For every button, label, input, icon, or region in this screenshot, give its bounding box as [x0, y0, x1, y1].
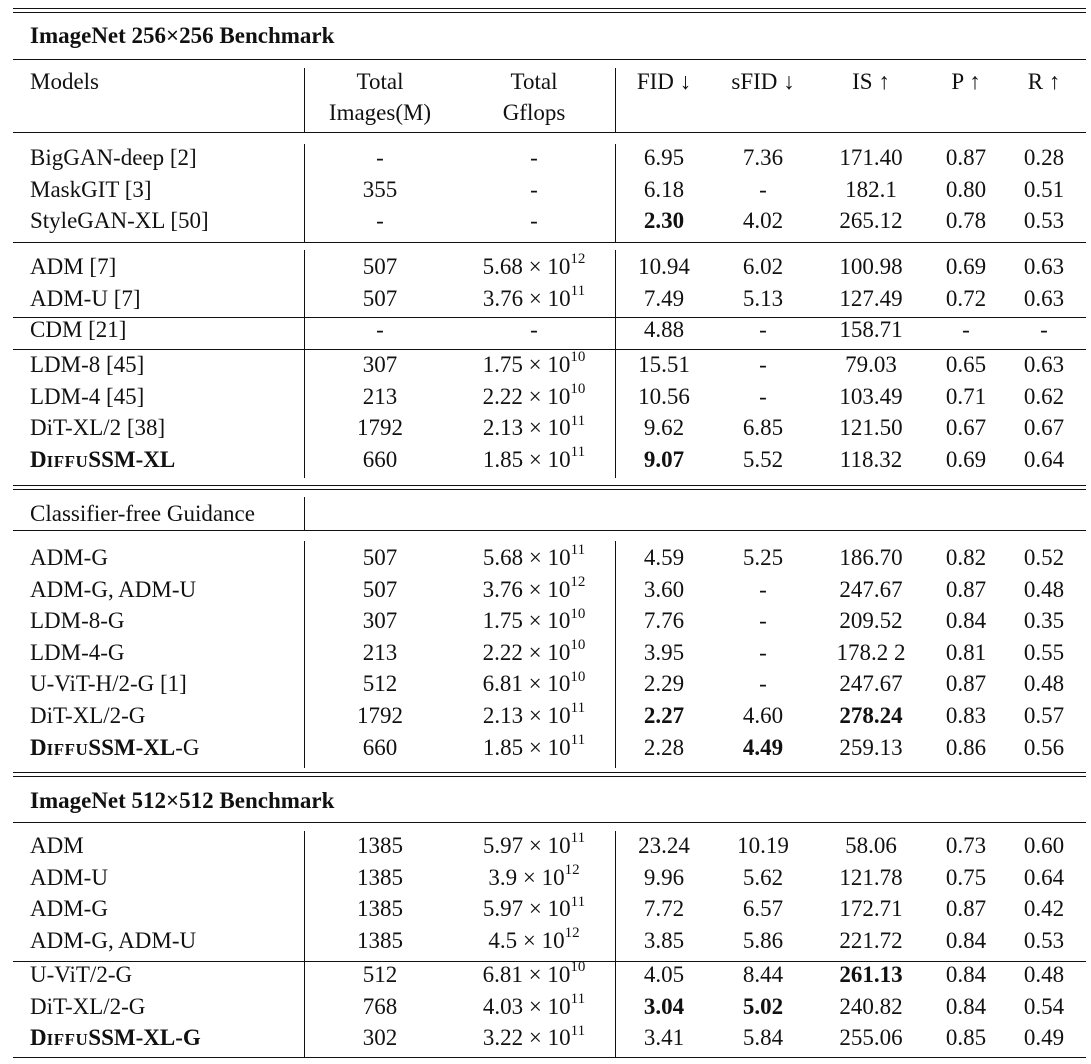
fid-cell: 2.30 [643, 208, 685, 234]
section-title-256: ImageNet 256×256 Benchmark [30, 23, 335, 48]
vline-header-1 [304, 68, 305, 132]
r-cell: 0.62 [1023, 383, 1065, 409]
total-gflops-cell [530, 316, 538, 344]
header-p: P ↑ [951, 69, 981, 94]
total-gflops-cell [530, 144, 538, 172]
model-name: ADM-U [7] [30, 285, 141, 311]
p-cell: 0.84 [945, 993, 987, 1019]
gflops-mantissa: 1.85 × 10 [482, 446, 571, 472]
model-name-smallcaps: IFFU [46, 739, 89, 759]
header-total-gflops-2: Gflops [502, 100, 566, 125]
sfid-cell: 5.02 [742, 993, 784, 1019]
p-cell: 0.67 [945, 415, 987, 441]
vline-header-2 [615, 68, 616, 132]
is-cell: 240.82 [839, 993, 903, 1019]
model-name [30, 446, 175, 476]
is-cell: 127.49 [839, 285, 903, 311]
r-cell: 0.64 [1023, 864, 1065, 890]
gflops-mantissa: 3.76 × 10 [482, 285, 571, 311]
total-images-cell: 1385 [357, 896, 403, 922]
model-name: ADM-G, ADM-U [30, 576, 197, 602]
gflops-exponent: 10 [570, 605, 586, 622]
p-cell: 0.85 [945, 1025, 987, 1051]
gflops-exponent: 10 [570, 349, 586, 366]
is-cell: 209.52 [839, 608, 903, 634]
gflops-mantissa: 3.9 × 10 [488, 864, 565, 890]
r-cell: 0.63 [1023, 254, 1065, 279]
fid-cell: 23.24 [638, 833, 690, 858]
fid-cell: 2.27 [643, 703, 685, 728]
total-images-cell: 1385 [357, 833, 403, 858]
total-gflops-cell [530, 207, 538, 235]
model-name-initial: D [30, 446, 47, 472]
rule-before-512-1 [13, 772, 1086, 773]
is-cell: 121.78 [839, 864, 903, 890]
is-cell: 259.13 [839, 734, 903, 760]
p-cell: 0.71 [945, 383, 987, 409]
sfid-cell: - [759, 639, 767, 665]
r-cell: 0.60 [1023, 833, 1065, 858]
sfid-cell: 6.85 [742, 415, 784, 441]
sfid-cell: - [759, 576, 767, 602]
p-cell: 0.84 [945, 962, 987, 987]
p-cell: 0.87 [945, 671, 987, 697]
r-cell: 0.42 [1023, 896, 1065, 922]
model-name-suffix: -G [175, 734, 200, 760]
total-gflops-cell [483, 832, 585, 860]
gflops-mantissa: - [530, 145, 538, 170]
r-cell: 0.63 [1023, 352, 1065, 377]
total-images-cell: 307 [362, 352, 398, 377]
total-images-cell: 507 [362, 285, 398, 311]
sfid-cell: 6.02 [742, 254, 784, 279]
model-name: ADM-U [30, 864, 108, 890]
section-title-512: ImageNet 512×512 Benchmark [30, 788, 335, 813]
p-cell: 0.75 [945, 864, 987, 890]
vline-right [615, 144, 616, 242]
r-cell: 0.48 [1023, 576, 1065, 602]
total-images-cell: 507 [362, 254, 398, 279]
vline-left [304, 250, 305, 478]
sfid-cell: - [759, 317, 767, 342]
model-name: ADM-G [30, 896, 108, 922]
sfid-cell: 5.52 [742, 446, 784, 472]
fid-cell: 2.28 [643, 734, 685, 760]
gflops-exponent: 11 [570, 830, 586, 847]
vline-right [615, 250, 616, 478]
total-gflops-cell [482, 282, 586, 313]
p-cell: 0.78 [945, 208, 987, 234]
gflops-mantissa: 5.97 × 10 [482, 833, 571, 858]
is-cell: 247.67 [839, 576, 903, 602]
sfid-cell: 6.57 [742, 896, 784, 922]
sfid-cell: 10.19 [737, 833, 789, 858]
gflops-exponent: 12 [564, 925, 580, 942]
model-name: MaskGIT [3] [30, 176, 152, 202]
fid-cell: 3.04 [643, 993, 685, 1019]
p-cell: 0.83 [945, 703, 987, 728]
sfid-cell: 4.49 [742, 734, 784, 760]
top-rule [13, 8, 1086, 9]
rule-before-cfg-1 [13, 485, 1086, 486]
model-name-initial: D [30, 734, 47, 760]
group-rule [13, 317, 1086, 318]
model-name-rest: SSM-XL [88, 446, 176, 472]
r-cell: 0.28 [1023, 145, 1065, 170]
r-cell: 0.63 [1023, 285, 1065, 311]
gflops-mantissa: 2.22 × 10 [482, 383, 571, 409]
is-cell: 265.12 [839, 208, 903, 234]
r-cell: - [1040, 317, 1048, 342]
header-fid: FID ↓ [636, 69, 692, 94]
gflops-exponent: 11 [570, 1022, 586, 1039]
p-cell: 0.82 [945, 545, 987, 570]
p-cell: 0.69 [945, 254, 987, 279]
model-name: LDM-4 [45] [30, 383, 145, 409]
fid-cell: 9.96 [643, 864, 685, 890]
header-is: IS ↑ [852, 69, 890, 94]
is-cell: 100.98 [839, 254, 903, 279]
fid-cell: 9.07 [643, 446, 685, 472]
gflops-mantissa: 2.22 × 10 [482, 639, 571, 665]
rule-before-cfg-2 [13, 489, 1086, 490]
gflops-mantissa: 4.5 × 10 [488, 927, 565, 953]
total-gflops-cell [482, 380, 586, 411]
total-images-cell: 1385 [357, 927, 403, 953]
gflops-mantissa: 1.75 × 10 [482, 352, 571, 377]
total-gflops-cell [482, 573, 586, 604]
fid-cell: 2.29 [643, 671, 685, 697]
header-sfid: sFID ↓ [731, 69, 795, 94]
total-gflops-cell [530, 176, 538, 204]
vline-right [615, 541, 616, 768]
header-r: R ↑ [1027, 69, 1061, 94]
p-cell: 0.87 [945, 896, 987, 922]
rule-after-title-256 [13, 59, 1086, 60]
r-cell: 0.53 [1023, 927, 1065, 953]
r-cell: 0.51 [1023, 176, 1065, 202]
model-name-rest: SSM-XL [88, 734, 176, 760]
model-name: ADM-G [30, 545, 108, 570]
top-rule-2 [13, 12, 1086, 13]
p-cell: 0.81 [945, 639, 987, 665]
total-gflops-cell [483, 1024, 585, 1052]
gflops-mantissa: 5.68 × 10 [482, 545, 571, 570]
sfid-cell: 5.62 [742, 864, 784, 890]
sfid-cell: - [759, 383, 767, 409]
is-cell: 178.2 2 [836, 639, 906, 665]
section-title-cfg: Classifier-free Guidance [30, 501, 255, 526]
sfid-cell: 7.36 [742, 145, 784, 170]
gflops-mantissa: - [530, 176, 538, 202]
total-gflops-cell [483, 414, 585, 442]
fid-cell: 6.95 [643, 145, 685, 170]
fid-cell: 7.72 [643, 896, 685, 922]
model-name: LDM-4-G [30, 639, 125, 665]
sfid-cell: 8.44 [742, 962, 784, 987]
r-cell: 0.48 [1023, 671, 1065, 697]
total-gflops-cell [483, 639, 586, 667]
gflops-exponent: 11 [570, 731, 586, 748]
model-name-smallcaps: IFFU [46, 451, 89, 471]
model-name-rest: SSM-XL-G [88, 1025, 201, 1051]
rule-after-header [13, 132, 1086, 133]
p-cell: 0.86 [945, 734, 987, 760]
rule-after-512-title [13, 822, 1086, 823]
is-cell: 255.06 [839, 1025, 903, 1051]
sfid-cell: - [759, 608, 767, 634]
total-gflops-cell [483, 702, 585, 730]
rule-before-512-2 [13, 776, 1086, 777]
total-images-cell: 507 [362, 576, 398, 602]
bottom-rule [13, 1057, 1086, 1058]
fid-cell: 6.18 [643, 176, 685, 202]
total-gflops-cell [483, 446, 585, 474]
is-cell: 103.49 [839, 383, 903, 409]
sfid-cell: 5.13 [742, 285, 784, 311]
model-name: ADM [30, 833, 84, 858]
is-cell: 79.03 [845, 352, 897, 377]
gflops-mantissa: 1.85 × 10 [482, 734, 571, 760]
total-gflops-cell [483, 607, 586, 635]
gflops-exponent: 10 [570, 637, 586, 654]
fid-cell: 3.85 [643, 927, 685, 953]
r-cell: 0.35 [1023, 608, 1065, 634]
total-images-cell: - [376, 145, 384, 170]
fid-cell: 15.51 [638, 352, 690, 377]
fid-cell: 10.56 [638, 383, 690, 409]
sfid-cell: 5.25 [742, 545, 784, 570]
sfid-cell: 5.86 [742, 927, 784, 953]
gflops-mantissa: 6.81 × 10 [482, 671, 571, 697]
group-rule [13, 349, 1086, 350]
r-cell: 0.48 [1023, 962, 1065, 987]
header-total-gflops-1: Total [510, 69, 558, 94]
vline-right [615, 831, 616, 1057]
sfid-cell: - [759, 671, 767, 697]
p-cell: 0.73 [945, 833, 987, 858]
gflops-exponent: 11 [570, 893, 586, 910]
sfid-cell: 4.02 [742, 208, 784, 234]
gflops-exponent: 12 [570, 573, 586, 590]
gflops-mantissa: 4.03 × 10 [482, 993, 571, 1019]
gflops-mantissa: 1.75 × 10 [482, 608, 571, 634]
total-images-cell: 1385 [357, 864, 403, 890]
total-images-cell: 660 [362, 734, 398, 760]
vline-left [304, 144, 305, 242]
gflops-exponent: 10 [570, 380, 586, 397]
sfid-cell: - [759, 176, 767, 202]
gflops-exponent: 12 [564, 861, 580, 878]
gflops-exponent: 11 [570, 990, 586, 1007]
model-name: StyleGAN-XL [50] [30, 208, 209, 234]
model-name: ADM [7] [30, 254, 117, 279]
header-models: Models [30, 69, 99, 94]
model-name: DiT-XL/2 [38] [30, 415, 166, 441]
model-name-smallcaps: IFFU [46, 1030, 89, 1050]
gflops-mantissa: 2.13 × 10 [482, 703, 571, 728]
gflops-exponent: 11 [570, 444, 586, 461]
model-name: U-ViT/2-G [30, 962, 133, 987]
fid-cell: 7.76 [643, 608, 685, 634]
p-cell: 0.87 [945, 576, 987, 602]
fid-cell: 3.60 [643, 576, 685, 602]
sfid-cell: 5.84 [742, 1025, 784, 1051]
r-cell: 0.57 [1023, 703, 1065, 728]
total-images-cell: 1792 [357, 415, 403, 441]
fid-cell: 10.94 [638, 254, 690, 279]
is-cell: 118.32 [839, 446, 903, 472]
vline-left [304, 541, 305, 768]
is-cell: 221.72 [839, 927, 903, 953]
gflops-mantissa: 2.13 × 10 [482, 415, 571, 441]
model-name-initial: D [30, 1025, 47, 1051]
gflops-mantissa: 5.97 × 10 [482, 896, 571, 922]
fid-cell: 9.62 [643, 415, 685, 441]
r-cell: 0.54 [1023, 993, 1065, 1019]
r-cell: 0.67 [1023, 415, 1065, 441]
model-name [30, 1024, 201, 1054]
total-gflops-cell [488, 927, 579, 955]
model-name [30, 734, 199, 764]
is-cell: 247.67 [839, 671, 903, 697]
gflops-mantissa: 5.68 × 10 [482, 254, 571, 279]
model-name: ADM-G, ADM-U [30, 927, 197, 953]
r-cell: 0.49 [1023, 1025, 1065, 1051]
r-cell: 0.56 [1023, 734, 1065, 760]
is-cell: 121.50 [839, 415, 903, 441]
total-images-cell: 507 [362, 545, 398, 570]
total-gflops-cell [488, 861, 580, 892]
model-name: BigGAN-deep [2] [30, 145, 197, 170]
p-cell: 0.84 [945, 927, 987, 953]
rule-after-cfg-title [13, 530, 1086, 531]
model-name: LDM-8 [45] [30, 352, 145, 377]
model-name: CDM [21] [30, 317, 127, 342]
total-images-cell: 213 [362, 639, 398, 665]
gflops-mantissa: 3.22 × 10 [482, 1025, 571, 1051]
gflops-exponent: 10 [570, 668, 586, 685]
total-gflops-cell [483, 895, 585, 923]
p-cell: 0.65 [945, 352, 987, 377]
header-total-images-2: Images(M) [328, 100, 432, 125]
is-cell: 182.1 [845, 176, 897, 202]
model-name: DiT-XL/2-G [30, 703, 146, 728]
group-rule [13, 242, 1086, 243]
total-images-cell: - [376, 208, 384, 234]
gflops-mantissa: - [530, 317, 538, 342]
total-images-cell: 512 [362, 671, 398, 697]
r-cell: 0.53 [1023, 208, 1065, 234]
total-gflops-cell [483, 961, 586, 989]
fid-cell: 4.05 [643, 962, 685, 987]
total-images-cell: 307 [362, 608, 398, 634]
total-images-cell: 213 [362, 383, 398, 409]
is-cell: 278.24 [839, 703, 903, 728]
p-cell: 0.72 [945, 285, 987, 311]
gflops-exponent: 11 [570, 282, 586, 299]
total-gflops-cell [483, 351, 586, 379]
model-name: U-ViT-H/2-G [1] [30, 671, 187, 697]
total-gflops-cell [483, 670, 586, 698]
fid-cell: 4.59 [643, 545, 685, 570]
gflops-exponent: 10 [570, 959, 586, 976]
total-gflops-cell [482, 990, 586, 1021]
fid-cell: 3.41 [643, 1025, 685, 1051]
r-cell: 0.52 [1023, 545, 1065, 570]
is-cell: 171.40 [839, 145, 903, 170]
vline-cfg-title [304, 497, 305, 531]
gflops-exponent: 12 [570, 251, 586, 268]
model-name: DiT-XL/2-G [30, 993, 146, 1019]
gflops-mantissa: 6.81 × 10 [482, 962, 571, 987]
p-cell: - [962, 317, 970, 342]
r-cell: 0.55 [1023, 639, 1065, 665]
is-cell: 261.13 [839, 962, 903, 987]
total-images-cell: 1792 [357, 703, 403, 728]
is-cell: 58.06 [845, 833, 897, 858]
p-cell: 0.69 [945, 446, 987, 472]
total-gflops-cell [482, 731, 586, 762]
gflops-mantissa: 3.76 × 10 [482, 576, 571, 602]
is-cell: 186.70 [839, 545, 903, 570]
total-images-cell: - [376, 317, 384, 342]
p-cell: 0.80 [945, 176, 987, 202]
total-images-cell: 768 [362, 993, 398, 1019]
fid-cell: 3.95 [643, 639, 685, 665]
total-images-cell: 660 [362, 446, 398, 472]
total-images-cell: 302 [362, 1025, 398, 1051]
header-total-images-1: Total [356, 69, 404, 94]
sfid-cell: - [759, 352, 767, 377]
p-cell: 0.84 [945, 608, 987, 634]
model-name: LDM-8-G [30, 608, 125, 634]
total-gflops-cell [483, 544, 585, 572]
total-images-cell: 355 [362, 176, 398, 202]
p-cell: 0.87 [945, 145, 987, 170]
fid-cell: 4.88 [643, 317, 685, 342]
r-cell: 0.64 [1023, 446, 1065, 472]
vline-left [304, 831, 305, 1057]
gflops-exponent: 11 [570, 700, 586, 717]
is-cell: 172.71 [839, 896, 903, 922]
gflops-mantissa: - [530, 208, 538, 234]
gflops-exponent: 11 [570, 542, 586, 559]
fid-cell: 7.49 [643, 285, 685, 311]
is-cell: 158.71 [839, 317, 903, 342]
total-gflops-cell [483, 253, 586, 281]
sfid-cell: 4.60 [742, 703, 784, 728]
gflops-exponent: 11 [570, 412, 586, 429]
total-images-cell: 512 [362, 962, 398, 987]
